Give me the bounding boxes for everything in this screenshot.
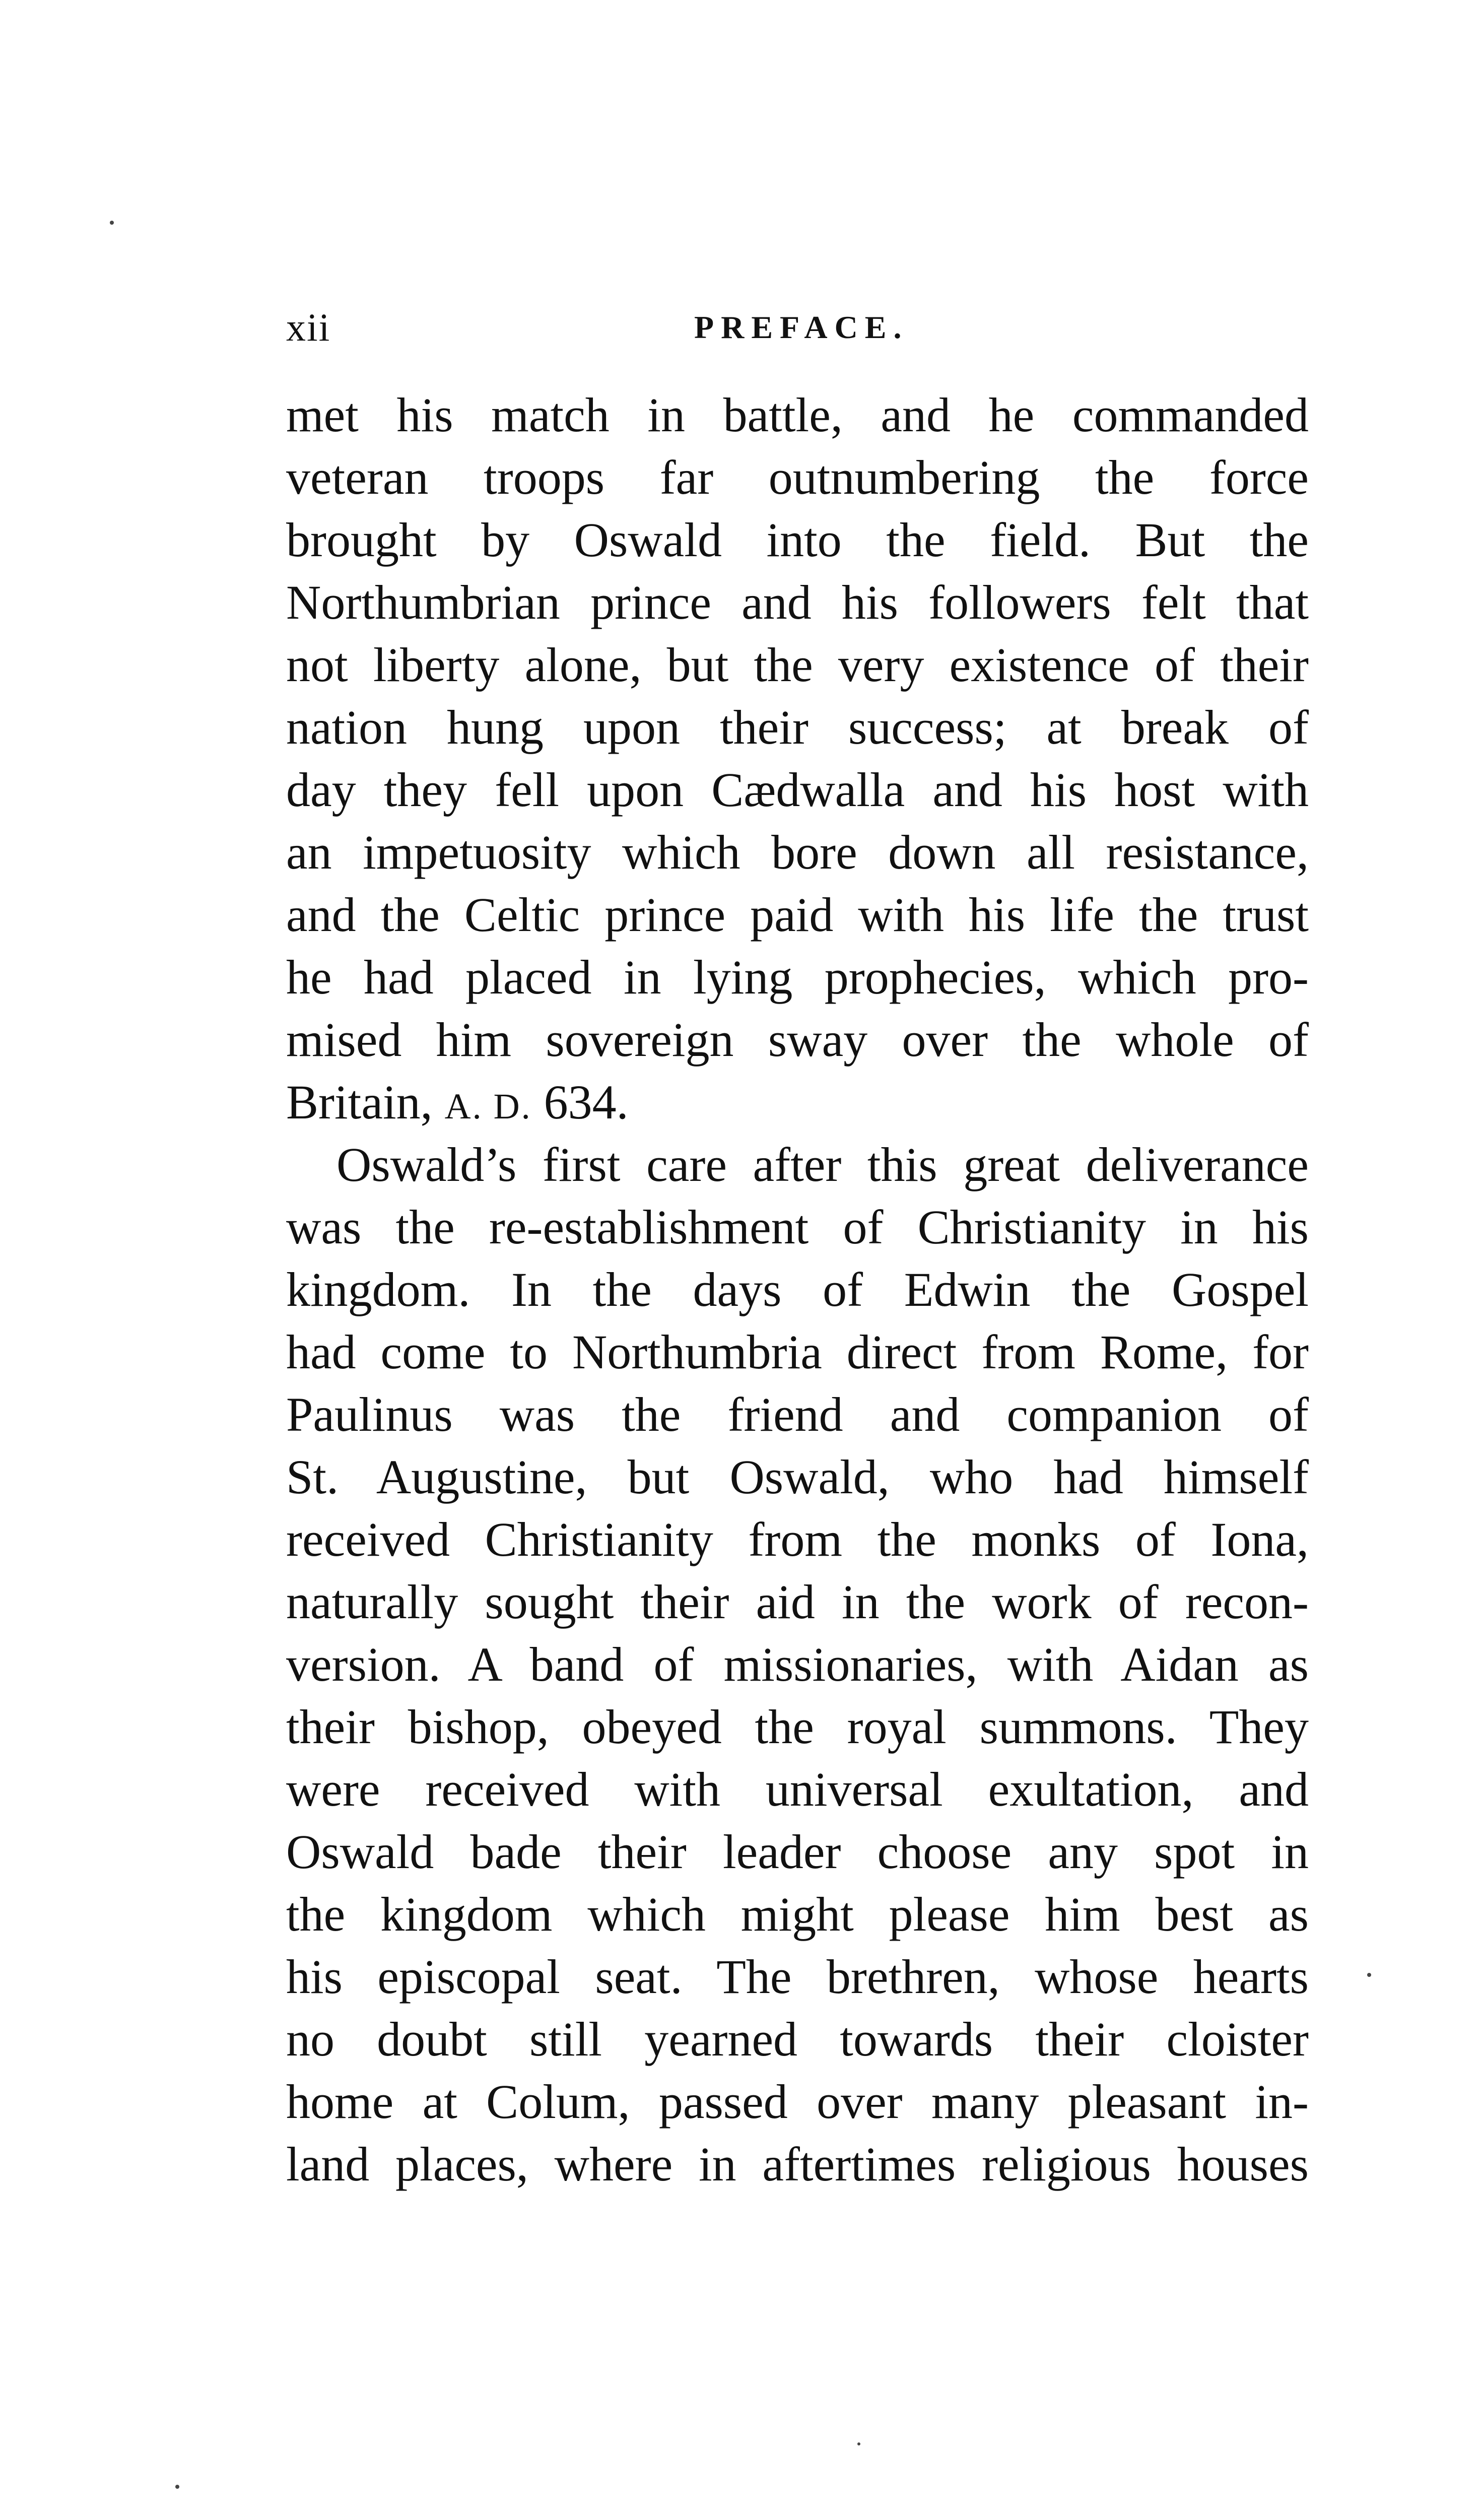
- text-fragment: 634.: [531, 1075, 629, 1129]
- running-title: PREFACE.: [694, 309, 909, 345]
- text-line: version. A band of missionaries, with Aidan as: [286, 1637, 1309, 1691]
- text-line: land places, where in aftertimes religious houses: [286, 2137, 1309, 2191]
- text-line: an impetuosity which bore down all resistance,: [286, 825, 1309, 879]
- page-number: xii: [286, 305, 331, 349]
- text-line: brought by Oswald into the field. But the: [286, 513, 1309, 567]
- text-line: Northumbrian prince and his followers felt that: [286, 575, 1309, 629]
- text-line: no doubt still yearned towards their cloister: [286, 2012, 1309, 2066]
- text-line: received Christianity from the monks of Iona,: [286, 1512, 1309, 1566]
- text-line: were received with universal exultation, and: [286, 1762, 1309, 1816]
- text-fragment: Britain,: [286, 1075, 445, 1129]
- text-line: the kingdom which might please him best as: [286, 1887, 1309, 1941]
- text-line: Oswald bade their leader choose any spot in: [286, 1825, 1309, 1879]
- text-line: nation hung upon their success; at break of: [286, 700, 1309, 754]
- text-line: his episcopal seat. The brethren, whose hearts: [286, 1950, 1309, 2004]
- text-line: home at Colum, passed over many pleasant in-: [286, 2075, 1309, 2129]
- text-line: day they fell upon Cædwalla and his host with: [286, 763, 1309, 817]
- text-line: he had placed in lying prophecies, which pro-: [286, 950, 1309, 1004]
- body-text: [286, 384, 1309, 2196]
- text-line: was the re-establishment of Christianity in his: [286, 1200, 1309, 1254]
- paragraph-1: [286, 384, 1309, 1134]
- text-line: veteran troops far outnumbering the force: [286, 450, 1309, 504]
- text-line: mised him sovereign sway over the whole of: [286, 1013, 1309, 1067]
- speck-mark: [1367, 1973, 1371, 1977]
- text-line-last: [286, 1071, 1309, 1134]
- speck-mark: [110, 221, 114, 225]
- text-line: Paulinus was the friend and companion of: [286, 1387, 1309, 1441]
- running-head: [286, 302, 1309, 363]
- paragraph-2: [286, 1134, 1309, 2196]
- speck-mark: [857, 2442, 860, 2445]
- text-line: their bishop, obeyed the royal summons. They: [286, 1700, 1309, 1754]
- text-line: kingdom. In the days of Edwin the Gospel: [286, 1263, 1309, 1316]
- text-line: and the Celtic prince paid with his life the trust: [286, 888, 1309, 942]
- text-line: had come to Northumbria direct from Rome, for: [286, 1325, 1309, 1379]
- text-line: met his match in battle, and he commanded: [286, 388, 1309, 442]
- text-line: St. Augustine, but Oswald, who had himself: [286, 1450, 1309, 1504]
- text-line: not liberty alone, but the very existence of their: [286, 638, 1309, 692]
- small-caps-era: A. D.: [444, 1086, 532, 1126]
- speck-mark: [175, 2485, 179, 2489]
- text-line: naturally sought their aid in the work of recon-: [286, 1575, 1309, 1629]
- text-line: Oswald’s first care after this great deliverance: [336, 1138, 1309, 1191]
